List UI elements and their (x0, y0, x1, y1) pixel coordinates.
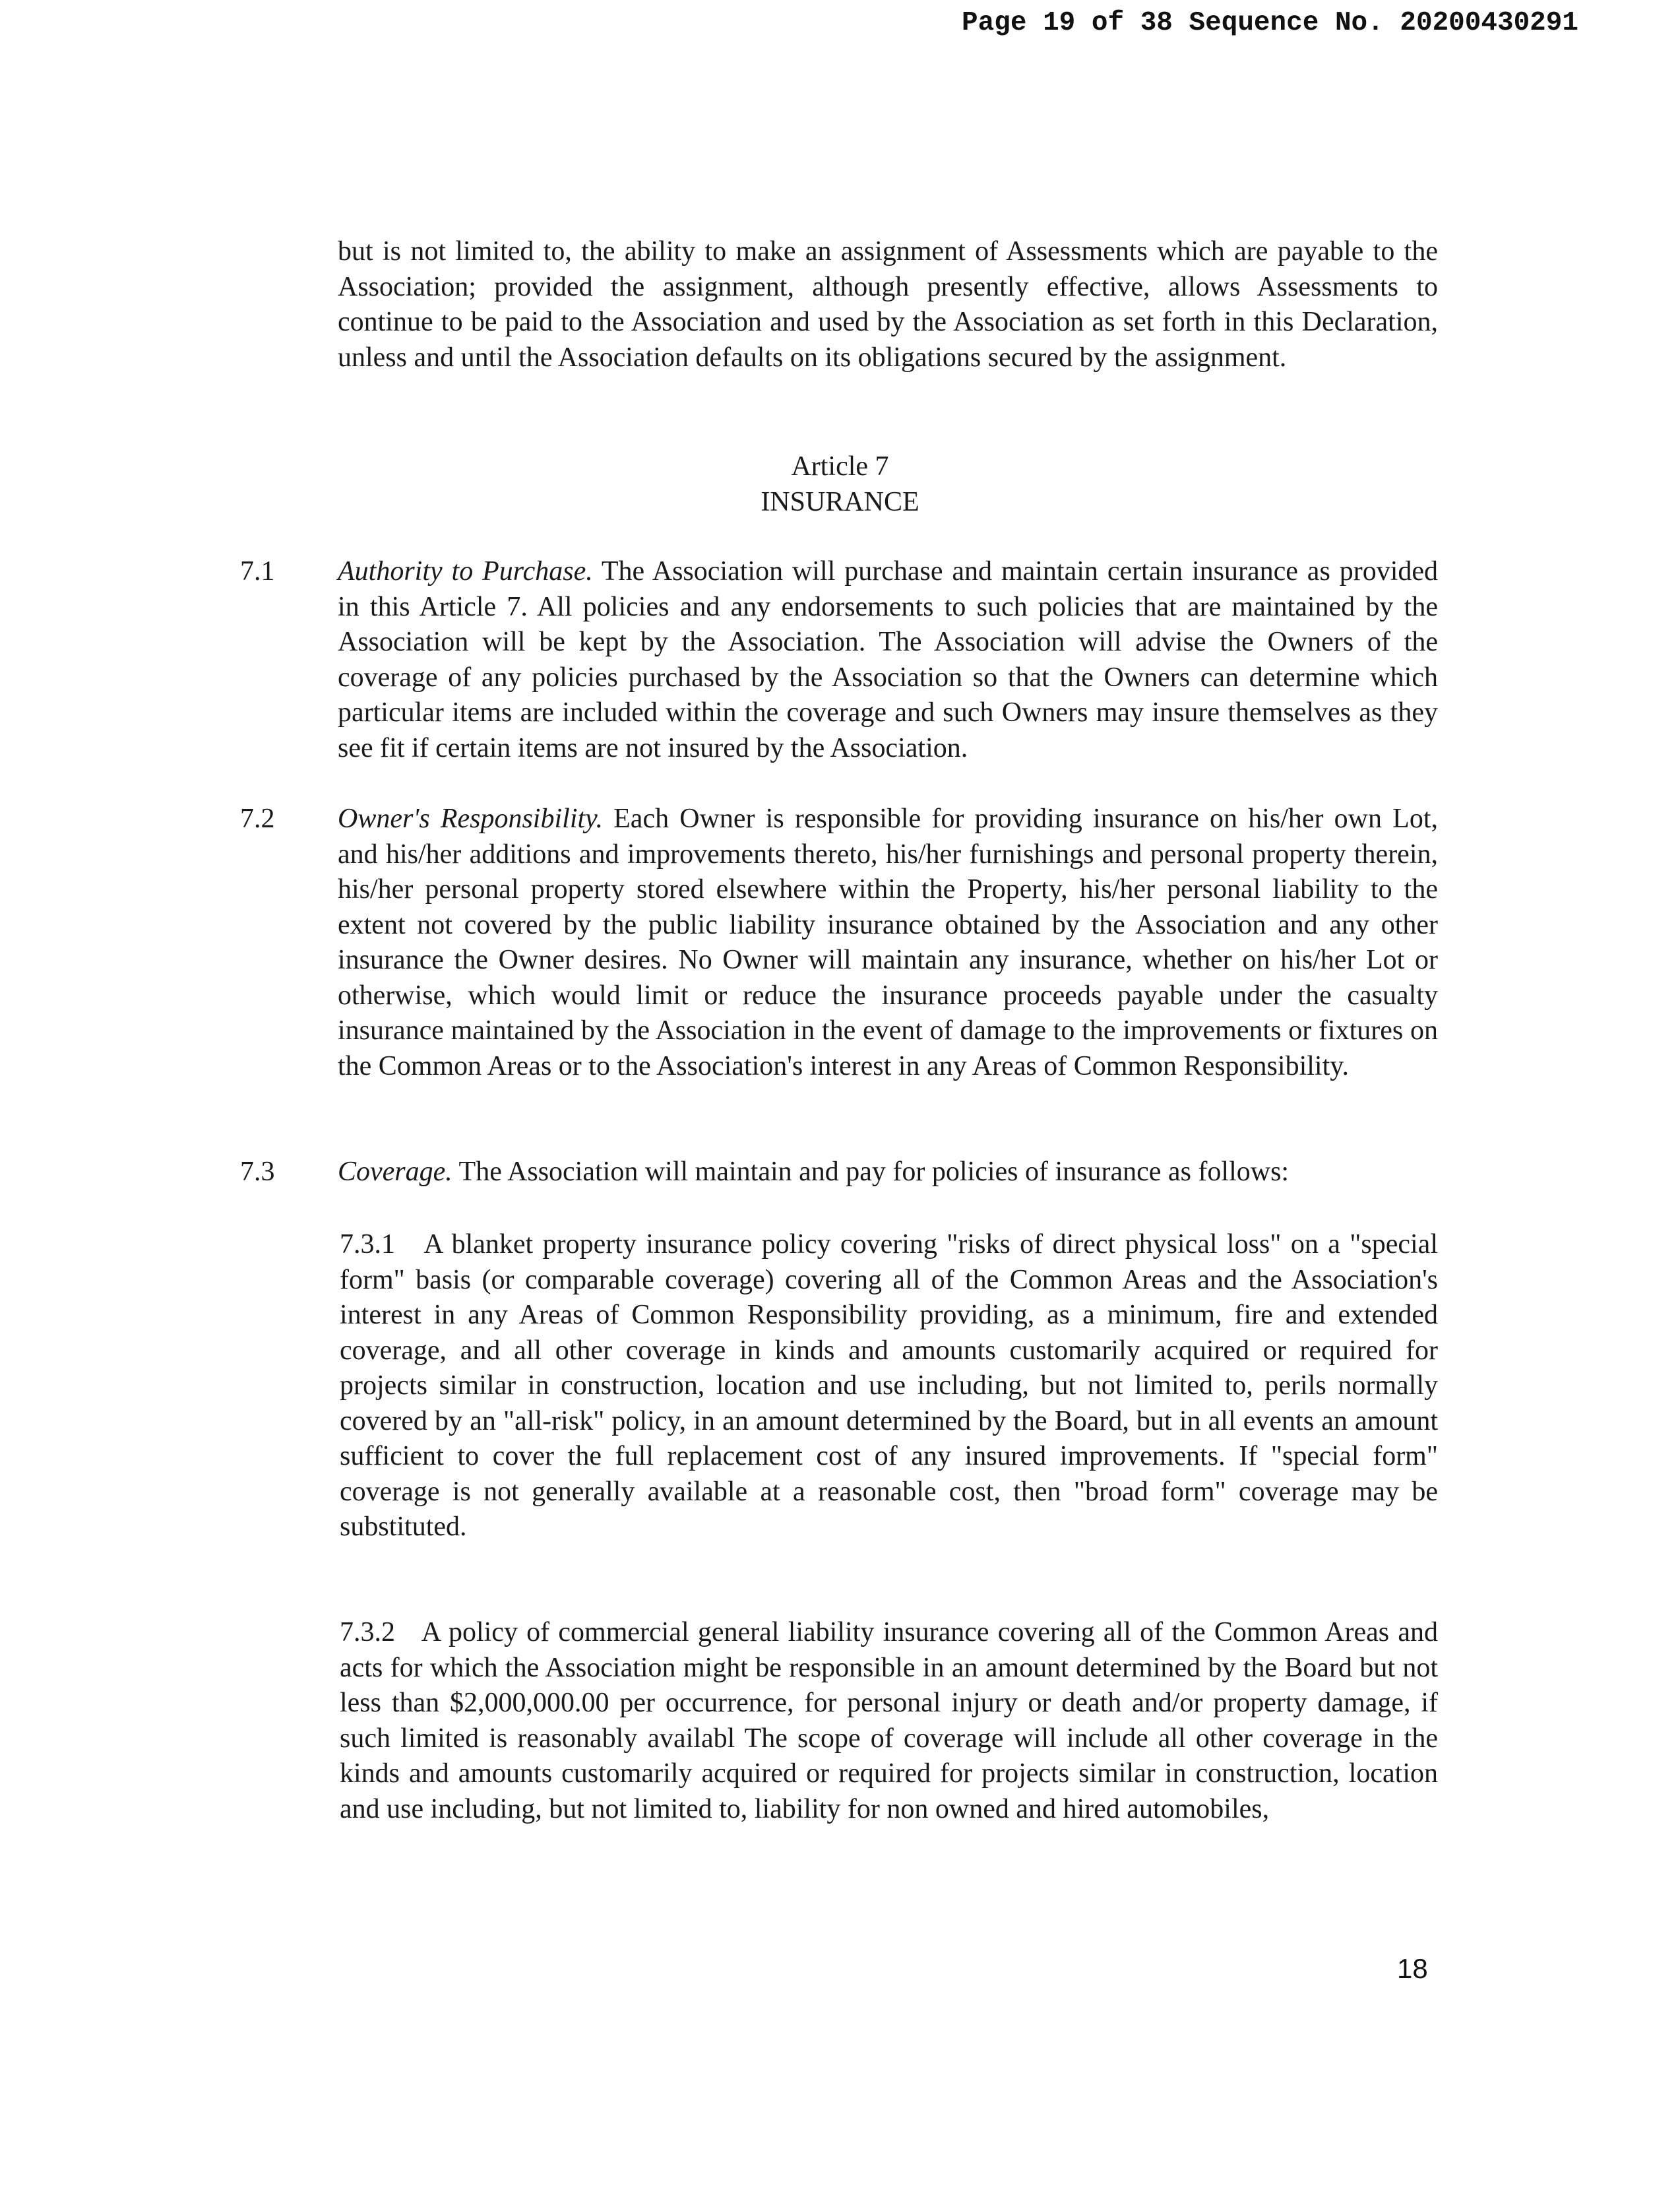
article-number: Article 7 (791, 451, 889, 482)
intro-paragraph: but is not limited to, the ability to make an assignment of Assessments which are payable to the Association; provided the assignment, although presently effective, allows Assessments to continue to be paid to the Association and used by the Association as set forth in this Declaration, unless and until the Association defaults on its obligations secured by the assignment. (338, 236, 1438, 373)
section-body: The Association will maintain and pay for policies of insurance as follows: (452, 1157, 1290, 1187)
section-number: 7.1 (240, 556, 275, 587)
section-body: The Association will purchase and maintain certain insurance as provided in this Article 7. All policies and any endorsements to such policies that are maintained by the Association will be kept by the Association. The Association will advise the Owners of the coverage of any policies purchased by the Association so that the Owners can determine which particular items are included within the coverage and such Owners may insure themselves as they see fit if certain items are not insured by the Association. (338, 556, 1439, 763)
section-number: 7.3 (240, 1157, 275, 1187)
subsection-paragraph (340, 1615, 1438, 1827)
subsection-paragraph (340, 1227, 1438, 1545)
section-body: Each Owner is responsible for providing insurance on his/her own Lot, and his/her additions and improvements thereto, his/her furnishings and personal property therein, his/her personal property stored elsewhere within the Property, his/her personal liability to the extent not covered by the public liability insurance obtained by the Association and any other insurance the Owner desires. No Owner will maintain any insurance, whether on his/her Lot or otherwise, which would limit or reduce the insurance proceeds payable under the casualty insurance maintained by the Association in the event of damage to the improvements or fixtures on the Common Areas or to the Association's interest in any Areas of Common Responsibility. (338, 804, 1438, 1081)
article-heading (0, 449, 1680, 520)
subsection-number: 7.3.2 (340, 1617, 395, 1647)
section-caption: Coverage. (338, 1157, 452, 1187)
recording-stamp: Page 19 of 38 Sequence No. 20200430291 (962, 8, 1578, 38)
page-number: 18 (1397, 1953, 1428, 1984)
subsection-body: A policy of commercial general liability insurance covering all of the Common Areas and acts for which the Association might be responsible in an amount determined by the Board but not less than $2,000,000.00 per occurrence, for personal injury or death and/or property damage, if such limited is reasonably availabl The scope of coverage will include all other coverage in the kinds and amounts customarily acquired or required for projects similar in construction, location and use including, but not limited to, liability for non owned and hired automobiles, (340, 1617, 1438, 1824)
subsection-number: 7.3.1 (340, 1229, 395, 1260)
section-paragraph (338, 1155, 1438, 1190)
section-caption: Authority to Purchase. (338, 556, 593, 587)
section-caption: Owner's Responsibility. (338, 804, 603, 834)
section-paragraph (338, 554, 1438, 766)
section-paragraph (338, 802, 1438, 1084)
article-title: INSURANCE (761, 487, 919, 517)
subsection-body: A blanket property insurance policy covering "risks of direct physical loss" on a "special form" basis (or comparable coverage) covering all of the Common Areas and the Association's interest in any Areas of Common Responsibility providing, as a minimum, fire and extended coverage, and all other coverage in kinds and amounts customarily acquired or required for projects similar in construction, location and use including, but not limited to, perils normally covered by an "all-risk" policy, in an amount determined by the Board, but in all events an amount sufficient to cover the full replacement cost of any insured improvements. If "special form" coverage is not generally available at a reasonable cost, then "broad form" coverage may be substituted. (340, 1229, 1438, 1542)
section-number: 7.2 (240, 804, 275, 834)
